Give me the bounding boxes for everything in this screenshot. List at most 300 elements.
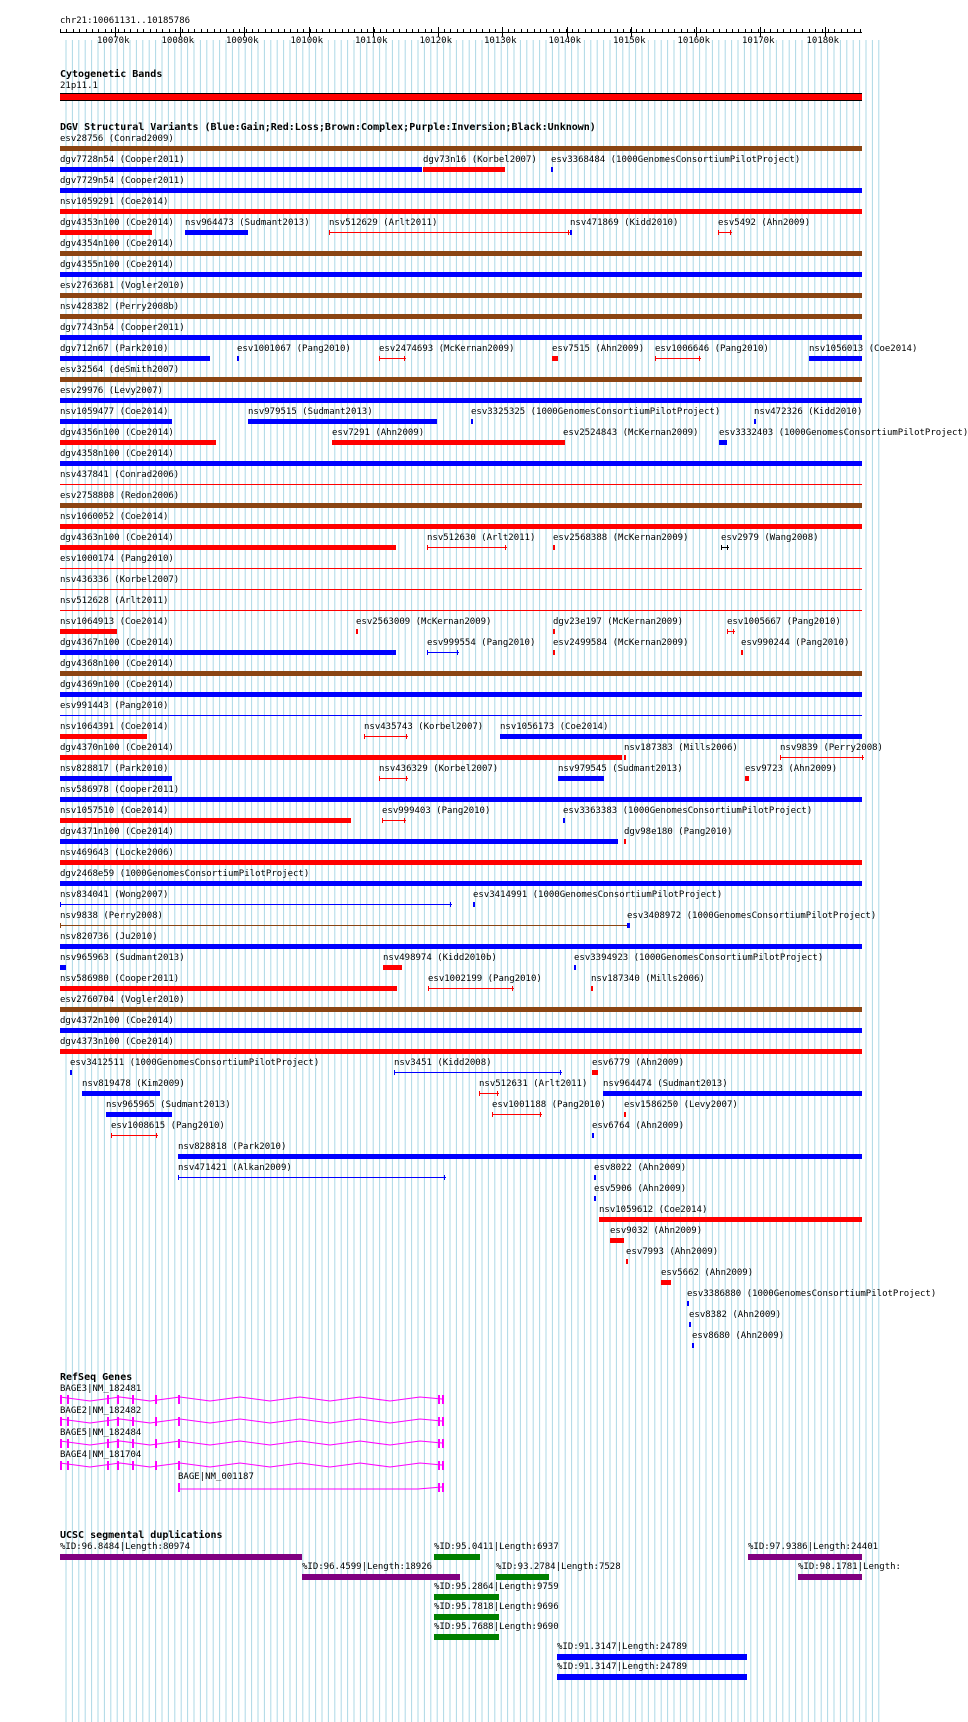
ruler-minor-tick (482, 29, 483, 33)
dgv-feature-label[interactable]: nsv187383 (Mills2006) (624, 743, 738, 753)
dgv-feature-label[interactable]: esv3332403 (1000GenomesConsortiumPilotProject) (719, 428, 968, 438)
dgv-feature-bar[interactable] (379, 358, 406, 359)
ruler-minor-tick (239, 29, 240, 33)
dgv-feature-label[interactable]: esv2474693 (McKernan2009) (379, 344, 515, 354)
ruler-minor-tick (150, 29, 151, 33)
dgv-feature-label[interactable]: dgv4373n100 (Coe2014) (60, 1037, 174, 1047)
dgv-feature-bar[interactable] (592, 1070, 598, 1075)
segdup-label[interactable]: %ID:96.8484|Length:80974 (60, 1542, 191, 1552)
dgv-feature-bar[interactable] (754, 419, 756, 424)
dgv-feature-bar[interactable] (379, 778, 408, 779)
gene-exon (67, 1439, 69, 1448)
dgv-feature-label[interactable]: esv7993 (Ahn2009) (626, 1247, 719, 1257)
dgv-feature-bar[interactable] (60, 188, 862, 193)
dgv-feature-label[interactable]: nsv1059291 (Coe2014) (60, 197, 169, 207)
dgv-feature-bar[interactable] (60, 524, 862, 529)
dgv-feature-bar[interactable] (394, 1072, 562, 1073)
ruler-minor-tick (790, 29, 791, 33)
ruler-minor-tick (290, 29, 291, 33)
dgv-feature-bar[interactable] (70, 1070, 72, 1075)
dgv-feature-bar[interactable] (809, 356, 862, 361)
dgv-feature-bar[interactable] (553, 650, 555, 655)
gene-label[interactable]: BAGE4|NM_181704 (60, 1450, 142, 1460)
dgv-feature-bar[interactable] (780, 757, 864, 758)
ruler-minor-tick (182, 29, 183, 33)
dgv-feature-label[interactable]: esv6764 (Ahn2009) (592, 1121, 685, 1131)
segdup-bar[interactable] (60, 1554, 302, 1560)
dgv-feature-label[interactable]: nsv828817 (Park2010) (60, 764, 169, 774)
dgv-feature-label[interactable]: esv3408972 (1000GenomesConsortiumPilotProject) (627, 911, 877, 921)
dgv-feature-label[interactable]: dgv4368n100 (Coe2014) (60, 659, 174, 669)
dgv-feature-bar[interactable] (60, 377, 862, 382)
dgv-feature-label[interactable]: nsv1056013 (Coe2014) (809, 344, 918, 354)
dgv-feature-bar[interactable] (106, 1112, 172, 1117)
dgv-feature-label[interactable]: nsv820736 (Ju2010) (60, 932, 158, 942)
dgv-feature-bar[interactable] (60, 568, 862, 569)
ruler-tick-label: 10140k (548, 36, 582, 46)
dgv-feature-label[interactable]: esv991443 (Pang2010) (60, 701, 169, 711)
dgv-feature-bar[interactable] (60, 146, 862, 151)
segdup-bar[interactable] (434, 1594, 499, 1600)
dgv-feature-bar[interactable] (60, 734, 147, 739)
gene-exon (67, 1395, 69, 1404)
dgv-feature-bar[interactable] (60, 755, 622, 760)
dgv-feature-bar[interactable] (624, 755, 626, 760)
dgv-feature-label[interactable]: nsv436336 (Korbel2007) (60, 575, 180, 585)
dgv-feature-bar[interactable] (178, 1154, 862, 1159)
dgv-feature-bar[interactable] (60, 881, 862, 886)
dgv-feature-label[interactable]: dgv4370n100 (Coe2014) (60, 743, 174, 753)
dgv-feature-bar[interactable] (60, 610, 862, 611)
dgv-feature-bar[interactable] (82, 1091, 160, 1096)
gene-exon (155, 1395, 157, 1404)
dgv-feature-bar[interactable] (60, 503, 862, 508)
dgv-feature-bar[interactable] (60, 839, 618, 844)
dgv-feature-bar[interactable] (603, 1091, 862, 1096)
dgv-feature-label[interactable]: esv8680 (Ahn2009) (692, 1331, 785, 1341)
dgv-feature-label[interactable]: esv2758808 (Redon2006) (60, 491, 180, 501)
dgv-feature-label[interactable]: dgv4369n100 (Coe2014) (60, 680, 174, 690)
ruler-minor-tick (527, 29, 528, 33)
gene-model[interactable] (0, 1482, 890, 1496)
dgv-feature-bar[interactable] (332, 440, 565, 445)
segdup-label[interactable]: %ID:95.7818|Length:9696 (434, 1602, 559, 1612)
dgv-feature-bar[interactable] (60, 398, 862, 403)
dgv-feature-bar[interactable] (60, 715, 862, 716)
dgv-feature-label[interactable]: nsv819478 (Kim2009) (82, 1079, 185, 1089)
ruler-tick-label: 10150k (613, 36, 646, 46)
ruler-minor-tick (559, 29, 560, 33)
segdup-bar[interactable] (434, 1554, 480, 1560)
dgv-feature-label[interactable]: esv6779 (Ahn2009) (592, 1058, 685, 1068)
dgv-feature-label[interactable]: esv9723 (Ahn2009) (745, 764, 838, 774)
dgv-feature-bar[interactable] (60, 776, 172, 781)
dgv-feature-bar[interactable] (563, 818, 565, 823)
dgv-feature-label[interactable]: esv1001067 (Pang2010) (237, 344, 351, 354)
dgv-feature-bar[interactable] (111, 1135, 158, 1136)
dgv-feature-label[interactable]: nsv828818 (Park2010) (178, 1142, 287, 1152)
dgv-feature-bar[interactable] (60, 925, 629, 926)
dgv-feature-label[interactable]: esv8382 (Ahn2009) (689, 1310, 782, 1320)
dgv-feature-bar[interactable] (60, 419, 172, 424)
dgv-feature-bar[interactable] (60, 965, 66, 970)
dgv-feature-label[interactable]: esv2763681 (Vogler2010) (60, 281, 185, 291)
ruler-minor-tick (578, 29, 579, 33)
dgv-feature-label[interactable]: dgv7728n54 (Cooper2011) (60, 155, 185, 165)
dgv-feature-bar[interactable] (427, 652, 459, 653)
dgv-feature-label[interactable]: esv3325325 (1000GenomesConsortiumPilotProject) (471, 407, 721, 417)
dgv-feature-label[interactable]: dgv7729n54 (Cooper2011) (60, 176, 185, 186)
ruler-minor-tick (60, 29, 61, 33)
dgv-feature-bar[interactable] (60, 860, 862, 865)
dgv-feature-label[interactable]: dgv4355n100 (Coe2014) (60, 260, 174, 270)
dgv-feature-label[interactable]: nsv1059612 (Coe2014) (599, 1205, 708, 1215)
dgv-feature-label[interactable]: dgv73n16 (Korbel2007) (423, 155, 537, 165)
gene-label[interactable]: BAGE|NM_001187 (178, 1472, 254, 1482)
gene-label[interactable]: BAGE3|NM_182481 (60, 1384, 142, 1394)
dgv-feature-label[interactable]: dgv4371n100 (Coe2014) (60, 827, 174, 837)
dgv-feature-bar[interactable] (60, 692, 862, 697)
dgv-feature-bar[interactable] (627, 923, 630, 928)
dgv-feature-label[interactable]: dgv4358n100 (Coe2014) (60, 449, 174, 459)
dgv-feature-bar[interactable] (594, 1175, 596, 1180)
dgv-feature-label[interactable]: esv9032 (Ahn2009) (610, 1226, 703, 1236)
segdup-label[interactable]: %ID:95.7688|Length:9690 (434, 1622, 559, 1632)
dgv-feature-bar[interactable] (552, 356, 558, 361)
dgv-feature-bar[interactable] (689, 1322, 691, 1327)
segdup-label[interactable]: %ID:93.2784|Length:7528 (496, 1562, 621, 1572)
dgv-feature-bar[interactable] (382, 820, 406, 821)
segdup-bar[interactable] (496, 1574, 549, 1580)
dgv-feature-bar[interactable] (60, 461, 862, 466)
dgv-feature-bar[interactable] (591, 986, 593, 991)
dgv-feature-bar[interactable] (592, 1133, 594, 1138)
gene-exon (67, 1417, 69, 1426)
dgv-feature-bar[interactable] (471, 419, 473, 424)
dgv-feature-bar[interactable] (60, 797, 862, 802)
dgv-feature-label[interactable]: nsv9838 (Perry2008) (60, 911, 163, 921)
dgv-feature-bar[interactable] (60, 293, 862, 298)
dgv-feature-bar[interactable] (427, 547, 507, 548)
dgv-feature-label[interactable]: esv29976 (Levy2007) (60, 386, 163, 396)
ruler-minor-tick (713, 29, 714, 33)
segdup-label[interactable]: %ID:95.2864|Length:9759 (434, 1582, 559, 1592)
segdup-bar[interactable] (798, 1574, 862, 1580)
dgv-feature-label[interactable]: dgv4353n100 (Coe2014) (60, 218, 174, 228)
gene-intron-line (178, 1487, 442, 1489)
dgv-feature-bar[interactable] (60, 818, 351, 823)
dgv-feature-label[interactable]: nsv834041 (Wong2007) (60, 890, 169, 900)
dgv-feature-bar[interactable] (718, 232, 732, 233)
segdup-bar[interactable] (748, 1554, 862, 1560)
segdup-bar[interactable] (434, 1614, 499, 1620)
segdup-bar[interactable] (302, 1574, 460, 1580)
dgv-feature-bar[interactable] (60, 209, 862, 214)
dgv-feature-bar[interactable] (60, 904, 452, 905)
ruler-minor-tick (694, 29, 695, 33)
gene-model[interactable] (0, 1460, 890, 1474)
dgv-feature-label[interactable]: nsv979515 (Sudmant2013) (248, 407, 373, 417)
dgv-feature-label[interactable]: nsv187340 (Mills2006) (591, 974, 705, 984)
dgv-feature-label[interactable]: nsv1059477 (Coe2014) (60, 407, 169, 417)
dgv-feature-label[interactable]: nsv512631 (Arlt2011) (479, 1079, 588, 1089)
dgv-feature-label[interactable]: dgv4367n100 (Coe2014) (60, 638, 174, 648)
dgv-feature-bar[interactable] (599, 1217, 862, 1222)
dgv-feature-bar[interactable] (610, 1238, 624, 1243)
dgv-feature-label[interactable]: esv999403 (Pang2010) (382, 806, 491, 816)
dgv-feature-label[interactable]: esv999554 (Pang2010) (427, 638, 536, 648)
ruler-minor-tick (841, 29, 842, 33)
dgv-feature-label[interactable]: nsv498974 (Kidd2010b) (383, 953, 497, 963)
cyto-track-title: Cytogenetic Bands (60, 69, 163, 80)
dgv-feature-label[interactable]: nsv965965 (Sudmant2013) (106, 1100, 231, 1110)
dgv-feature-label[interactable]: nsv512628 (Arlt2011) (60, 596, 169, 606)
dgv-feature-bar[interactable] (721, 547, 729, 548)
gene-exon (442, 1417, 444, 1426)
dgv-feature-label[interactable]: nsv964473 (Sudmant2013) (185, 218, 310, 228)
dgv-feature-label[interactable]: nsv979545 (Sudmant2013) (558, 764, 683, 774)
dgv-feature-label[interactable]: nsv9839 (Perry2008) (780, 743, 883, 753)
dgv-feature-label[interactable]: nsv472326 (Kidd2010) (754, 407, 863, 417)
gene-label[interactable]: BAGE2|NM_182482 (60, 1406, 142, 1416)
dgv-feature-label[interactable]: esv2979 (Wang2008) (721, 533, 819, 543)
dgv-feature-label[interactable]: nsv428382 (Perry2008b) (60, 302, 180, 312)
ruler-minor-tick (73, 29, 74, 33)
gene-exon (178, 1395, 180, 1404)
ruler-minor-tick (406, 29, 407, 33)
dgv-feature-label[interactable]: esv7515 (Ahn2009) (552, 344, 645, 354)
ruler-minor-tick (354, 29, 355, 33)
ruler-minor-tick (111, 29, 112, 33)
ruler-minor-tick (764, 29, 765, 33)
dgv-feature-label[interactable]: nsv1060052 (Coe2014) (60, 512, 169, 522)
dgv-feature-bar[interactable] (428, 988, 514, 989)
dgv-feature-bar[interactable] (558, 776, 604, 781)
dgv-feature-label[interactable]: esv1008615 (Pang2010) (111, 1121, 225, 1131)
segdup-label[interactable]: %ID:91.3147|Length:24789 (557, 1642, 688, 1652)
dgv-feature-bar[interactable] (727, 631, 735, 632)
dgv-feature-label[interactable]: esv5492 (Ahn2009) (718, 218, 811, 228)
segdup-bar[interactable] (434, 1634, 499, 1640)
dgv-feature-label[interactable]: esv5906 (Ahn2009) (594, 1184, 687, 1194)
dgv-feature-label[interactable]: dgv4372n100 (Coe2014) (60, 1016, 174, 1026)
dgv-feature-bar[interactable] (551, 167, 553, 172)
ruler-minor-tick (367, 29, 368, 33)
dgv-feature-label[interactable]: nsv1057510 (Coe2014) (60, 806, 169, 816)
dgv-feature-label[interactable]: nsv471869 (Kidd2010) (570, 218, 679, 228)
ruler-minor-tick (655, 29, 656, 33)
dgv-feature-label[interactable]: nsv586978 (Cooper2011) (60, 785, 180, 795)
dgv-feature-bar[interactable] (178, 1177, 446, 1178)
dgv-feature-bar[interactable] (60, 944, 862, 949)
dgv-feature-label[interactable]: esv28756 (Conrad2009) (60, 134, 174, 144)
dgv-feature-label[interactable]: nsv469643 (Locke2006) (60, 848, 174, 858)
dgv-feature-label[interactable]: esv1005667 (Pang2010) (727, 617, 841, 627)
dgv-feature-bar[interactable] (60, 356, 210, 361)
cyto-band-bar[interactable] (60, 93, 862, 101)
dgv-feature-bar[interactable] (473, 902, 475, 907)
dgv-feature-label[interactable]: esv1001188 (Pang2010) (492, 1100, 606, 1110)
ruler-minor-tick (214, 29, 215, 33)
dgv-feature-label[interactable]: esv2563009 (McKernan2009) (356, 617, 492, 627)
dgv-feature-bar[interactable] (570, 230, 572, 235)
dgv-feature-label[interactable]: esv2499584 (McKernan2009) (553, 638, 689, 648)
dgv-feature-bar[interactable] (237, 356, 239, 361)
dgv-feature-label[interactable]: nsv965963 (Sudmant2013) (60, 953, 185, 963)
dgv-feature-bar[interactable] (479, 1093, 499, 1094)
dgv-feature-label[interactable]: nsv471421 (Alkan2009) (178, 1163, 292, 1173)
dgv-feature-label[interactable]: nsv435743 (Korbel2007) (364, 722, 484, 732)
dgv-feature-label[interactable]: dgv4356n100 (Coe2014) (60, 428, 174, 438)
dgv-feature-bar[interactable] (741, 650, 743, 655)
dgv-feature-label[interactable]: dgv98e180 (Pang2010) (624, 827, 733, 837)
dgv-feature-label[interactable]: nsv512630 (Arlt2011) (427, 533, 536, 543)
dgv-feature-bar[interactable] (364, 736, 408, 737)
dgv-feature-bar[interactable] (553, 629, 555, 634)
dgv-feature-label[interactable]: nsv437841 (Conrad2006) (60, 470, 180, 480)
dgv-feature-bar[interactable] (423, 167, 505, 172)
dgv-feature-bar[interactable] (185, 230, 248, 235)
dgv-feature-label[interactable]: esv2760704 (Vogler2010) (60, 995, 185, 1005)
ruler-minor-tick (802, 29, 803, 33)
gene-exon (438, 1417, 440, 1426)
dgv-feature-bar[interactable] (60, 167, 422, 172)
dgv-feature-bar[interactable] (60, 230, 152, 235)
dgv-feature-label[interactable]: nsv1064913 (Coe2014) (60, 617, 169, 627)
dgv-feature-label[interactable]: esv1586250 (Levy2007) (624, 1100, 738, 1110)
dgv-feature-label[interactable]: esv3412511 (1000GenomesConsortiumPilotProject) (70, 1058, 320, 1068)
dgv-feature-bar[interactable] (60, 272, 862, 277)
dgv-feature-bar[interactable] (60, 671, 862, 676)
dgv-feature-label[interactable]: esv8022 (Ahn2009) (594, 1163, 687, 1173)
dgv-feature-bar[interactable] (563, 440, 565, 445)
dgv-feature-bar[interactable] (60, 545, 396, 550)
dgv-feature-bar[interactable] (553, 545, 555, 550)
dgv-feature-bar[interactable] (692, 1343, 694, 1348)
dgv-feature-bar[interactable] (60, 251, 862, 256)
ruler-minor-tick (335, 29, 336, 33)
ruler-minor-tick (226, 29, 227, 33)
dgv-feature-bar[interactable] (626, 1259, 628, 1264)
dgv-feature-label[interactable]: nsv3451 (Kidd2008) (394, 1058, 492, 1068)
gene-exon (132, 1417, 134, 1426)
gene-exon (117, 1417, 119, 1426)
ruler-tick-label: 10090k (226, 36, 259, 46)
segdup-label[interactable]: %ID:95.0411|Length:6937 (434, 1542, 559, 1552)
dgv-feature-bar[interactable] (60, 440, 216, 445)
dgv-feature-label[interactable]: esv990244 (Pang2010) (741, 638, 850, 648)
dgv-feature-label[interactable]: esv3414991 (1000GenomesConsortiumPilotProject) (473, 890, 723, 900)
ruler-minor-tick (92, 29, 93, 33)
gene-exon (178, 1417, 180, 1426)
dgv-feature-label[interactable]: dgv4354n100 (Coe2014) (60, 239, 174, 249)
gene-exon (107, 1417, 109, 1426)
dgv-feature-bar[interactable] (60, 1028, 862, 1033)
dgv-feature-bar[interactable] (60, 484, 862, 485)
dgv-feature-bar[interactable] (624, 1112, 626, 1117)
ruler-minor-tick (828, 29, 829, 33)
segdup-bar[interactable] (557, 1674, 747, 1680)
dgv-feature-bar[interactable] (60, 650, 396, 655)
dgv-feature-bar[interactable] (60, 314, 862, 319)
dgv-feature-bar[interactable] (492, 1114, 542, 1115)
dgv-feature-label[interactable]: nsv1064391 (Coe2014) (60, 722, 169, 732)
dgv-feature-bar[interactable] (60, 629, 117, 634)
dgv-feature-label[interactable]: dgv712n67 (Park2010) (60, 344, 169, 354)
dgv-feature-label[interactable]: esv3368484 (1000GenomesConsortiumPilotProject) (551, 155, 801, 165)
dgv-feature-bar[interactable] (745, 776, 749, 781)
segdup-bar[interactable] (557, 1654, 747, 1660)
dgv-feature-bar[interactable] (248, 419, 437, 424)
dgv-feature-bar[interactable] (719, 440, 727, 445)
dgv-feature-bar[interactable] (60, 1007, 862, 1012)
dgv-feature-label[interactable]: esv1002199 (Pang2010) (428, 974, 542, 984)
dgv-feature-label[interactable]: esv3386880 (1000GenomesConsortiumPilotProject) (687, 1289, 937, 1299)
gene-label[interactable]: BAGE5|NM_182484 (60, 1428, 142, 1438)
dgv-feature-label[interactable]: esv3394923 (1000GenomesConsortiumPilotProject) (574, 953, 824, 963)
dgv-feature-label[interactable]: esv2568388 (McKernan2009) (553, 533, 689, 543)
gene-exon (117, 1395, 119, 1404)
dgv-feature-label[interactable]: esv2524843 (McKernan2009) (563, 428, 699, 438)
ruler-tick-label: 10170k (742, 36, 775, 46)
dgv-feature-bar[interactable] (383, 965, 402, 970)
dgv-feature-bar[interactable] (661, 1280, 671, 1285)
dgv-feature-label[interactable]: dgv4363n100 (Coe2014) (60, 533, 174, 543)
segdup-label[interactable]: %ID:96.4599|Length:18926 (302, 1562, 433, 1572)
segdup-label[interactable]: %ID:91.3147|Length:24789 (557, 1662, 688, 1672)
gene-exon (438, 1483, 440, 1492)
dgv-feature-label[interactable]: nsv964474 (Sudmant2013) (603, 1079, 728, 1089)
dgv-track-title: DGV Structural Variants (Blue:Gain;Red:Loss;Brown:Complex;Purple:Inversion;Black:Unknown) (60, 122, 596, 133)
dgv-feature-label[interactable]: nsv586980 (Cooper2011) (60, 974, 180, 984)
ruler-minor-tick (162, 29, 163, 33)
segdup-label[interactable]: %ID:98.1781|Length: (798, 1562, 901, 1572)
dgv-feature-bar[interactable] (60, 589, 862, 590)
dgv-feature-label[interactable]: esv32564 (deSmith2007) (60, 365, 180, 375)
dgv-feature-bar[interactable] (60, 1049, 862, 1054)
dgv-feature-label[interactable]: nsv436329 (Korbel2007) (379, 764, 499, 774)
dgv-feature-bar[interactable] (624, 839, 626, 844)
gene-exon (438, 1395, 440, 1404)
segdup-label[interactable]: %ID:97.9386|Length:24401 (748, 1542, 879, 1552)
ruler-minor-tick (777, 29, 778, 33)
refseq-track-title: RefSeq Genes (60, 1372, 133, 1383)
dgv-feature-bar[interactable] (500, 734, 862, 739)
dgv-feature-label[interactable]: nsv512629 (Arlt2011) (329, 218, 438, 228)
dgv-feature-label[interactable]: dgv7743n54 (Cooper2011) (60, 323, 185, 333)
dgv-feature-bar[interactable] (60, 986, 397, 991)
ruler-minor-tick (316, 29, 317, 33)
dgv-feature-label[interactable]: esv3363383 (1000GenomesConsortiumPilotProject) (563, 806, 813, 816)
dgv-feature-bar[interactable] (655, 358, 701, 359)
ruler-tick-label: 10160k (677, 36, 711, 46)
dgv-feature-label[interactable]: esv7291 (Ahn2009) (332, 428, 425, 438)
dgv-feature-label[interactable]: dgv2468e59 (1000GenomesConsortiumPilotProject) (60, 869, 310, 879)
dgv-feature-bar[interactable] (356, 629, 358, 634)
dgv-feature-label[interactable]: esv1000174 (Pang2010) (60, 554, 174, 564)
dgv-feature-label[interactable]: esv1006646 (Pang2010) (655, 344, 769, 354)
dgv-feature-bar[interactable] (574, 965, 576, 970)
dgv-feature-bar[interactable] (594, 1196, 596, 1201)
dgv-feature-label[interactable]: esv5662 (Ahn2009) (661, 1268, 754, 1278)
gene-exon (132, 1461, 134, 1470)
dgv-feature-label[interactable]: nsv1056173 (Coe2014) (500, 722, 609, 732)
dgv-feature-label[interactable]: dgv23e197 (McKernan2009) (553, 617, 684, 627)
ruler-minor-tick (457, 29, 458, 33)
dgv-feature-bar[interactable] (329, 232, 570, 233)
dgv-feature-bar[interactable] (60, 335, 862, 340)
dgv-feature-bar[interactable] (687, 1301, 689, 1306)
